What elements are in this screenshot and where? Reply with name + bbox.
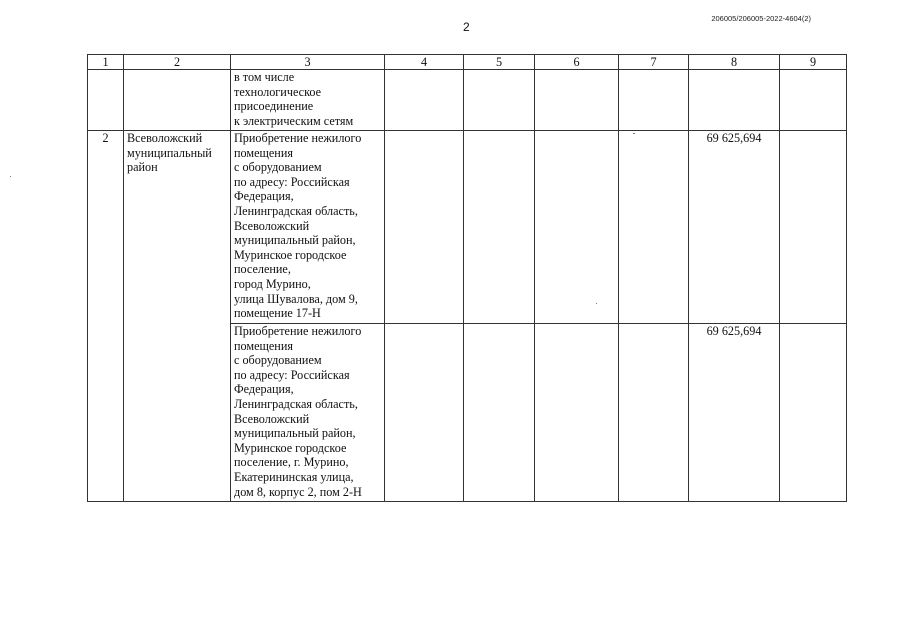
continuation-description: в том числе технологическое присоединение к электрическим сетям — [231, 70, 385, 131]
column-header: 1 — [88, 55, 124, 70]
page-number: 2 — [463, 20, 470, 34]
item-description: Приобретение нежилого помещения с оборудованием по адресу: Российская Федерация, Ленинградская область, Всеволожский муниципальный район, Муринское городское поселение, г. Мурино, Екатерининская улица, дом 8, корпус 2, пом 2-Н — [231, 324, 385, 502]
budget-table — [87, 54, 847, 502]
scan-speck — [633, 133, 635, 134]
column-header: 6 — [535, 55, 619, 70]
column-number-row — [88, 55, 847, 70]
row-number: 2 — [88, 131, 124, 502]
district-name: Всеволожский муниципальный район — [124, 131, 231, 502]
column-header: 4 — [385, 55, 464, 70]
table-row-item-1 — [88, 131, 847, 324]
scan-speck — [10, 176, 11, 177]
column-header: 8 — [689, 55, 780, 70]
column-header: 9 — [780, 55, 847, 70]
document-code: 206005/206005-2022-4604(2) — [711, 14, 811, 23]
item-amount: 69 625,694 — [689, 131, 780, 324]
column-header: 5 — [464, 55, 535, 70]
item-amount: 69 625,694 — [689, 324, 780, 502]
item-description: Приобретение нежилого помещения с оборудованием по адресу: Российская Федерация, Ленинградская область, Всеволожский муниципальный район, Муринское городское поселение, город Мурино, улица Шувалова, дом 9, помещение 17-Н — [231, 131, 385, 324]
column-header: 3 — [231, 55, 385, 70]
column-header: 7 — [619, 55, 689, 70]
table-row-continuation — [88, 70, 847, 131]
scan-speck — [596, 303, 597, 304]
column-header: 2 — [124, 55, 231, 70]
